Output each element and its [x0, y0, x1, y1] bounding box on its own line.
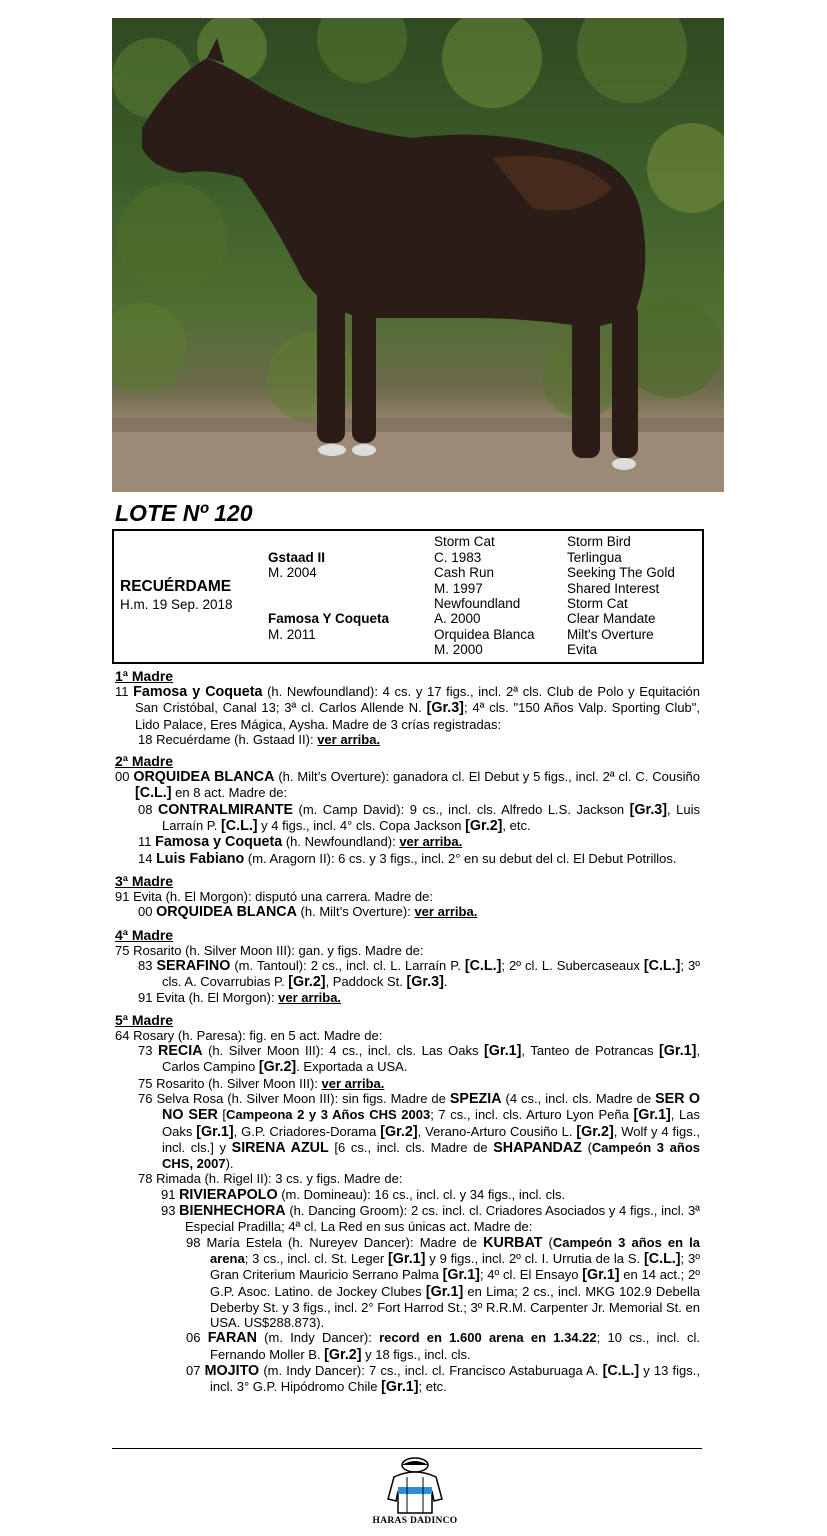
section-heading: 1ª Madre	[115, 668, 174, 684]
ver-arriba-link[interactable]: ver arriba.	[414, 904, 478, 920]
pedigree-cell: Cash Run	[434, 565, 495, 580]
lot-title: LOTE Nº 120	[115, 500, 253, 526]
family-entry: 91 Evita (h. El Morgon): ver arriba.	[138, 990, 342, 1006]
family-entry: 91 Evita (h. El Morgon): disputó una carrera. Madre de:	[115, 888, 433, 904]
pedigree-cell: Storm Cat	[434, 534, 495, 549]
dam-year: M. 2011	[268, 627, 316, 642]
pedigree-cell: C. 1983	[434, 550, 482, 565]
family-entry: 76 Selva Rosa (h. Silver Moon III): sin figs. Madre de SPEZIA (4 cs., incl. cls. Madre de SER O NO SER [Campeona 2 y 3 Años CHS 2003; 7 cs., incl. cls. Arturo Lyon Peña [Gr.1], Las Oaks [Gr.1], G.P. Criadores-Dorama [Gr.2], Verano-Arturo Cousiño L. [Gr.2], Wolf y 4 figs., incl. cls.] y SIRENA AZUL [6 cs., incl. cls. Madre de SHAPANDAZ (Campeón 3 años CHS, 2007).	[138, 1090, 700, 1172]
family-entry: 06 FARAN (m. Indy Dancer): record en 1.600 arena en 1.34.22; 10 cs., incl. cl. Fernando Moller B. [Gr.2] y 18 figs., incl. cls.	[186, 1330, 700, 1363]
pedigree-cell: Milt's Overture	[567, 627, 654, 642]
family-entry: 75 Rosarito (h. Silver Moon III): ver arriba.	[138, 1075, 385, 1091]
sire-year: M. 2004	[268, 565, 317, 580]
pedigree-table	[112, 529, 704, 664]
horse-name: RECUÉRDAME	[120, 578, 232, 595]
pedigree-cell: Clear Mandate	[567, 611, 656, 626]
logo-text: HARAS DADINCO	[372, 1516, 458, 1526]
family-entry: 00 ORQUIDEA BLANCA (h. Milt’s Overture): ver arriba.	[138, 904, 478, 921]
pedigree-cell: Seeking The Gold	[567, 565, 675, 580]
ver-arriba-link[interactable]: ver arriba.	[321, 1075, 385, 1091]
horse-photo	[112, 18, 724, 492]
family-entry: 98 María Estela (h. Nureyev Dancer): Madre de KURBAT (Campeón 3 años en la arena; 3 cs., incl. cl. St. Leger [Gr.1] y 9 figs., incl. 2º cl. I. Urrutia de la S. [C.L.]; 3º Gran Criterium Mauricio Serrano Palma [Gr.1]; 4º cl. El Ensayo [Gr.1] en 14 act.; 2º G.P. Asoc. Latino. de Jockey Clubes [Gr.1] en Lima; 2 cs., incl. MKG 102.9 Debella Deberby St. y 3 figs., incl. 2° Fort Harrod St.; 3º R.R.M. Carpenter Jr. Memorial St. en USA. US$288.873).	[186, 1234, 700, 1331]
horse-illustration	[112, 18, 724, 492]
pedigree-cell: Evita	[567, 642, 598, 657]
ver-arriba-link[interactable]: ver arriba.	[278, 990, 342, 1006]
footer-divider	[112, 1448, 702, 1449]
dam-name: Famosa Y Coqueta	[268, 611, 390, 626]
family-content	[115, 668, 700, 1396]
pedigree-cell: A. 2000	[434, 611, 481, 626]
pedigree-cell: Newfoundland	[434, 596, 521, 611]
family-entry: 64 Rosary (h. Paresa): fig. en 5 act. Madre de:	[115, 1027, 383, 1043]
family-entry: 83 SERAFINO (m. Tantoul): 2 cs., incl. cl. L. Larraín P. [C.L.]; 2º cl. L. Subercaseaux [C.L.]; 3º cls. A. Covarrubias P. [Gr.2], Paddock St. [Gr.3].	[138, 957, 700, 991]
ver-arriba-link[interactable]: ver arriba.	[399, 834, 463, 850]
family-entry: 18 Recuérdame (h. Gstaad II): ver arriba.	[138, 731, 381, 747]
pedigree-cell: Terlingua	[567, 550, 622, 565]
family-entry: 93 BIENHECHORA (h. Dancing Groom): 2 cs. incl. cl. Criadores Asociados y 4 figs., incl. 3ª Especial Pradilla; 4ª cl. La Red en sus únicas act. Madre de:	[161, 1203, 700, 1235]
section-heading: 3ª Madre	[115, 872, 174, 889]
pedigree-cell: M. 2000	[434, 642, 483, 657]
family-entry: 11 Famosa y Coqueta (h. Newfoundland): 4 cs. y 17 figs., incl. 2ª cls. Club de Polo y Equitación San Cristóbal, Canal 13; 3ª cl. Carlos Allende N. [Gr.3]; 4ª cls. "150 Años Valp. Sporting Club", Lido Palace, Eres Mágica, Aysha. Madre de 3 crías registradas:	[115, 684, 701, 732]
section-heading: 5ª Madre	[115, 1011, 174, 1028]
family-entry: 73 RECIA (h. Silver Moon III): 4 cs., incl. cls. Las Oaks [Gr.1], Tanteo de Potrancas [Gr.1], Carlos Campino [Gr.2]. Exportada a USA.	[138, 1043, 701, 1076]
family-entry: 14 Luis Fabiano (m. Aragorn II): 6 cs. y 3 figs., incl. 2° en su debut del cl. El Debut Potrillos.	[138, 850, 677, 867]
pedigree-cell: Storm Bird	[567, 534, 631, 549]
pedigree-cell: M. 1997	[434, 581, 483, 596]
horse-info: H.m. 19 Sep. 2018	[120, 597, 233, 612]
family-entry: 78 Rimada (h. Rigel II): 3 cs. y figs. Madre de:	[138, 1171, 403, 1187]
section-heading: 4ª Madre	[115, 926, 174, 943]
pedigree-cell: Shared Interest	[567, 581, 660, 596]
family-entry: 91 RIVIERAPOLO (m. Domineau): 16 cs., incl. cl. y 34 figs., incl. cls.	[161, 1186, 566, 1203]
family-entry: 07 MOJITO (m. Indy Dancer): 7 cs., incl. cl. Francisco Astaburuaga A. [C.L.] y 13 figs., incl. 3° G.P. Hipódromo Chile [Gr.1]; etc.	[186, 1362, 701, 1396]
pedigree-cell: Orquidea Blanca	[434, 627, 535, 642]
family-entry: 08 CONTRALMIRANTE (m. Camp David): 9 cs., incl. cls. Alfredo L.S. Jackson [Gr.3], Luis Larraín P. [C.L.] y 4 figs., incl. 4° cls. Copa Jackson [Gr.2], etc.	[138, 801, 700, 835]
section-heading: 2ª Madre	[115, 753, 174, 770]
family-entry: 00 ORQUIDEA BLANCA (h. Milt’s Overture): ganadora cl. El Debut y 5 figs., incl. 2ª cl. C. Cousiño [C.L.] en 8 act. Madre de:	[115, 769, 700, 802]
family-entry: 75 Rosarito (h. Silver Moon III): gan. y figs. Madre de:	[115, 942, 424, 958]
pedigree-cell: Storm Cat	[567, 596, 628, 611]
sire-name: Gstaad II	[268, 550, 326, 565]
ver-arriba-link[interactable]: ver arriba.	[317, 731, 381, 747]
family-entry: 11 Famosa y Coqueta (h. Newfoundland): ver arriba.	[138, 834, 463, 851]
